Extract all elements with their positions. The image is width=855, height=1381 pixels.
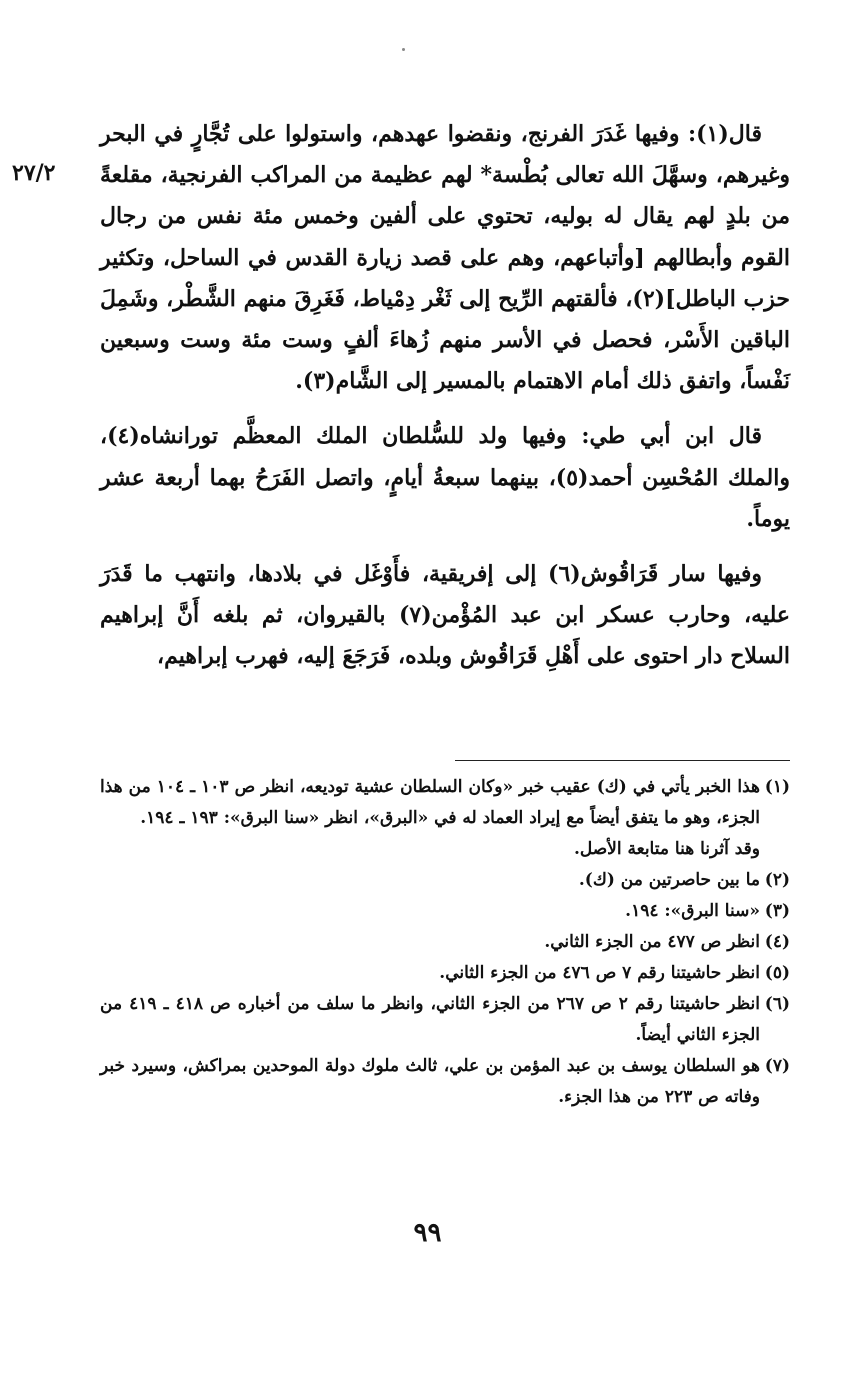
footnote: [100, 927, 790, 958]
footnote: [100, 772, 790, 834]
footnote: [100, 989, 790, 1051]
paragraph: قال(١): وفيها غَدَرَ الفرنج، ونقضوا عهدهم، واستولوا على تُجَّارٍ في البحر وغيرهم، وسهَّلَ الله تعالى بُطْسة* لهم عظيمة من المراكب الفرنجية، مقلعةً من بلدٍ لهم يقال له بوليه، تحتوي على ألفين وخمس مئة نفس من رجال القوم وأبطالهم [وأتباعهم، وهم على قصد زيارة القدس في الساحل، وتكثير حزب الباطل](٢)، فألقتهم الرِّيح إلى ثَغْر دِمْياط، فَغَرِقَ منهم الشَّطْر، وشَمِلَ الباقين الأَسْر، فحصل في الأسر منهم زُهاءَ ألفٍ وست مئة وست وسبعين نَفْساً، واتفق ذلك أمام الاهتمام بالمسير إلى الشَّام(٣).: [100, 121, 790, 395]
footnote-text: ما بين حاصرتين من (ك).: [578, 870, 760, 890]
footnote-continuation: وقد آثرنا هنا متابعة الأصل.: [573, 839, 760, 859]
paragraph: قال ابن أبي طي: وفيها ولد للسُّلطان الملك المعظَّم تورانشاه(٤)، والملك المُحْسِن أحمد(٥)، بينهما سبعةُ أيامٍ، واتصل الفَرَحُ بهما أربعة عشر يوماً.: [100, 423, 790, 532]
footnote-number: (٥): [764, 963, 790, 983]
scan-speck: [402, 48, 405, 51]
footnote-number: (٤): [764, 932, 790, 952]
main-text: [100, 114, 790, 692]
footnote-number: (٦): [764, 994, 791, 1014]
footnote-text: «سنا البرق»: ١٩٤.: [625, 901, 760, 921]
footnotes: [100, 772, 790, 1113]
margin-reference: ٢٧/٢: [12, 160, 56, 186]
page-number: ٩٩: [413, 1218, 442, 1248]
footnote-text: هو السلطان يوسف بن عبد المؤمن بن علي، ثالث ملوك دولة الموحدين بمراكش، وسيرد خبر وفاته ص ٢٢٣ من هذا الجزء.: [100, 1056, 760, 1107]
paragraph: وفيها سار قَرَاقُوش(٦) إلى إفريقية، فأَوْغَل في بلادها، وانتهب ما قَدَرَ عليه، وحارب عسكر ابن عبد المُؤْمن(٧) بالقيروان، ثم بلغه أَنَّ إبراهيم السلاح دار احتوى على أَهْلِ قَرَاقُوش وبلده، فَرَجَعَ إليه، فهرب إبراهيم،: [100, 561, 790, 670]
footnote-number: (١): [764, 777, 790, 797]
footnote: [100, 1051, 790, 1113]
footnote-text: هذا الخبر يأتي في (ك) عقيب خبر «وكان السلطان عشية توديعه، انظر ص ١٠٣ ـ ١٠٤ من هذا الجزء، وهو ما يتفق أيضاً مع إيراد العماد له في «البرق»، انظر «سنا البرق»: ١٩٣ ـ ١٩٤.: [100, 777, 760, 828]
footnote: [100, 865, 790, 896]
footnote-divider: [455, 760, 790, 761]
footnote-number: (٧): [764, 1056, 790, 1076]
footnote: [100, 958, 790, 989]
footnote-text: انظر حاشيتنا رقم ٢ ص ٢٦٧ من الجزء الثاني، وانظر ما سلف من أخباره ص ٤١٨ ـ ٤١٩ من الجزء الثاني أيضاً.: [100, 994, 761, 1045]
footnote-text: انظر ص ٤٧٧ من الجزء الثاني.: [544, 932, 760, 952]
footnote-number: (٢): [764, 870, 790, 890]
footnote-text: انظر حاشيتنا رقم ٧ ص ٤٧٦ من الجزء الثاني.: [439, 963, 760, 983]
footnote-number: (٣): [764, 901, 790, 921]
footnote: [100, 896, 790, 927]
